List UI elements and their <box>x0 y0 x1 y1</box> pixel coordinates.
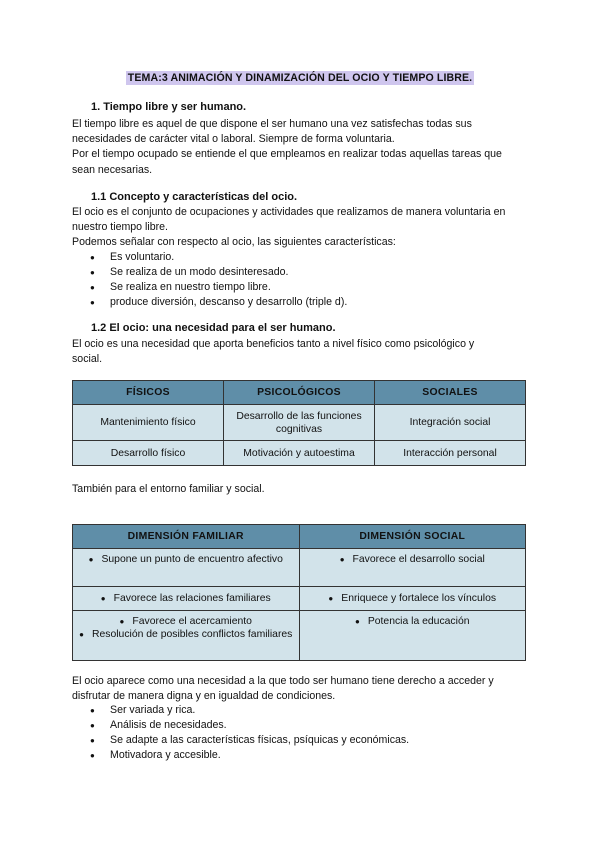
paragraph-line: disfrutar de manera digna y en igualdad de condiciones. <box>72 690 336 703</box>
list-item: ● produce diversión, descanso y desarrollo (triple d). <box>72 295 347 310</box>
list-item: ● Se realiza de un modo desinteresado. <box>72 265 347 280</box>
list-item: ● Motivadora y accesible. <box>72 748 409 763</box>
paragraph-line: necesidades de carácter vital o laboral. Siempre de forma voluntaria. <box>72 133 395 146</box>
table-cell: Interacción personal <box>375 441 526 466</box>
table-cell <box>299 587 526 611</box>
between-text: También para el entorno familiar y social. <box>72 483 265 495</box>
section-1-body <box>72 117 532 178</box>
table-header: SOCIALES <box>375 381 526 405</box>
list-item: ● Se adapte a las características físicas, psíquicas y económicas. <box>72 733 409 748</box>
cell-bullet: ● Favorece las relaciones familiares <box>74 592 298 605</box>
cell-bullet: ● Potencia la educación <box>301 615 525 628</box>
table-cell: Integración social <box>375 405 526 441</box>
characteristics-list <box>72 250 347 310</box>
cell-bullet: ● Supone un punto de encuentro afectivo <box>74 553 298 566</box>
cell-bullet: ● Enriquece y fortalece los vínculos <box>301 592 525 605</box>
table-cell: Mantenimiento físico <box>73 405 224 441</box>
benefits-table <box>72 380 526 466</box>
paragraph-line: El ocio aparece como una necesidad a la que todo ser humano tiene derecho a acceder y <box>72 675 494 687</box>
section-1-heading: 1. Tiempo libre y ser humano. <box>91 101 247 113</box>
paragraph-line: nuestro tiempo libre. <box>72 221 168 234</box>
paragraph-line: social. <box>72 353 103 366</box>
table-header-row <box>73 381 526 405</box>
table-row <box>73 405 526 441</box>
table-header: FÍSICOS <box>73 381 224 405</box>
table-row <box>73 611 526 661</box>
paragraph-line: Por el tiempo ocupado se entiende el que empleamos en realizar todas aquellas tareas que <box>72 148 502 161</box>
table-cell <box>73 549 300 587</box>
paragraph-line: El ocio es una necesidad que aporta beneficios tanto a nivel físico como psicológico y <box>72 338 475 350</box>
table-header: DIMENSIÓN FAMILIAR <box>73 525 300 549</box>
title-highlight: TEMA:3 ANIMACIÓN Y DINAMIZACIÓN DEL OCIO Y TIEMPO LIBRE. <box>127 72 473 84</box>
document-title <box>0 72 600 84</box>
table-header-row <box>73 525 526 549</box>
section-1-1-heading: 1.1 Concepto y características del ocio. <box>91 191 298 203</box>
list-item: ● Análisis de necesidades. <box>72 718 409 733</box>
paragraph-line: El ocio es el conjunto de ocupaciones y actividades que realizamos de manera voluntaria en <box>72 206 506 218</box>
section-1-1-body <box>72 205 532 251</box>
section-1-2-body <box>72 337 532 367</box>
closing-body <box>72 674 532 704</box>
cell-bullet: ● Favorece el acercamiento <box>74 615 298 628</box>
list-item: ● Es voluntario. <box>72 250 347 265</box>
table-cell <box>299 611 526 661</box>
cell-bullet: ● Resolución de posibles conflictos familiares <box>74 628 298 641</box>
table-cell <box>73 587 300 611</box>
table-row <box>73 441 526 466</box>
paragraph-line: Podemos señalar con respecto al ocio, las siguientes características: <box>72 236 396 249</box>
section-1-2-heading: 1.2 El ocio: una necesidad para el ser humano. <box>91 322 336 334</box>
table-cell: Motivación y autoestima <box>224 441 375 466</box>
table-header: PSICOLÓGICOS <box>224 381 375 405</box>
cell-bullet: ● Favorece el desarrollo social <box>301 553 525 566</box>
dimensions-table <box>72 524 526 661</box>
list-item: ● Se realiza en nuestro tiempo libre. <box>72 280 347 295</box>
table-header: DIMENSIÓN SOCIAL <box>299 525 526 549</box>
table-cell <box>299 549 526 587</box>
table-row <box>73 549 526 587</box>
closing-list <box>72 703 409 763</box>
table-cell <box>73 611 300 661</box>
list-item: ● Ser variada y rica. <box>72 703 409 718</box>
paragraph-line: El tiempo libre es aquel de que dispone el ser humano una vez satisfechas todas sus <box>72 118 472 130</box>
paragraph-line: sean necesarias. <box>72 163 153 176</box>
table-row <box>73 587 526 611</box>
table-cell: Desarrollo físico <box>73 441 224 466</box>
table-cell: Desarrollo de las funciones cognitivas <box>224 405 375 441</box>
